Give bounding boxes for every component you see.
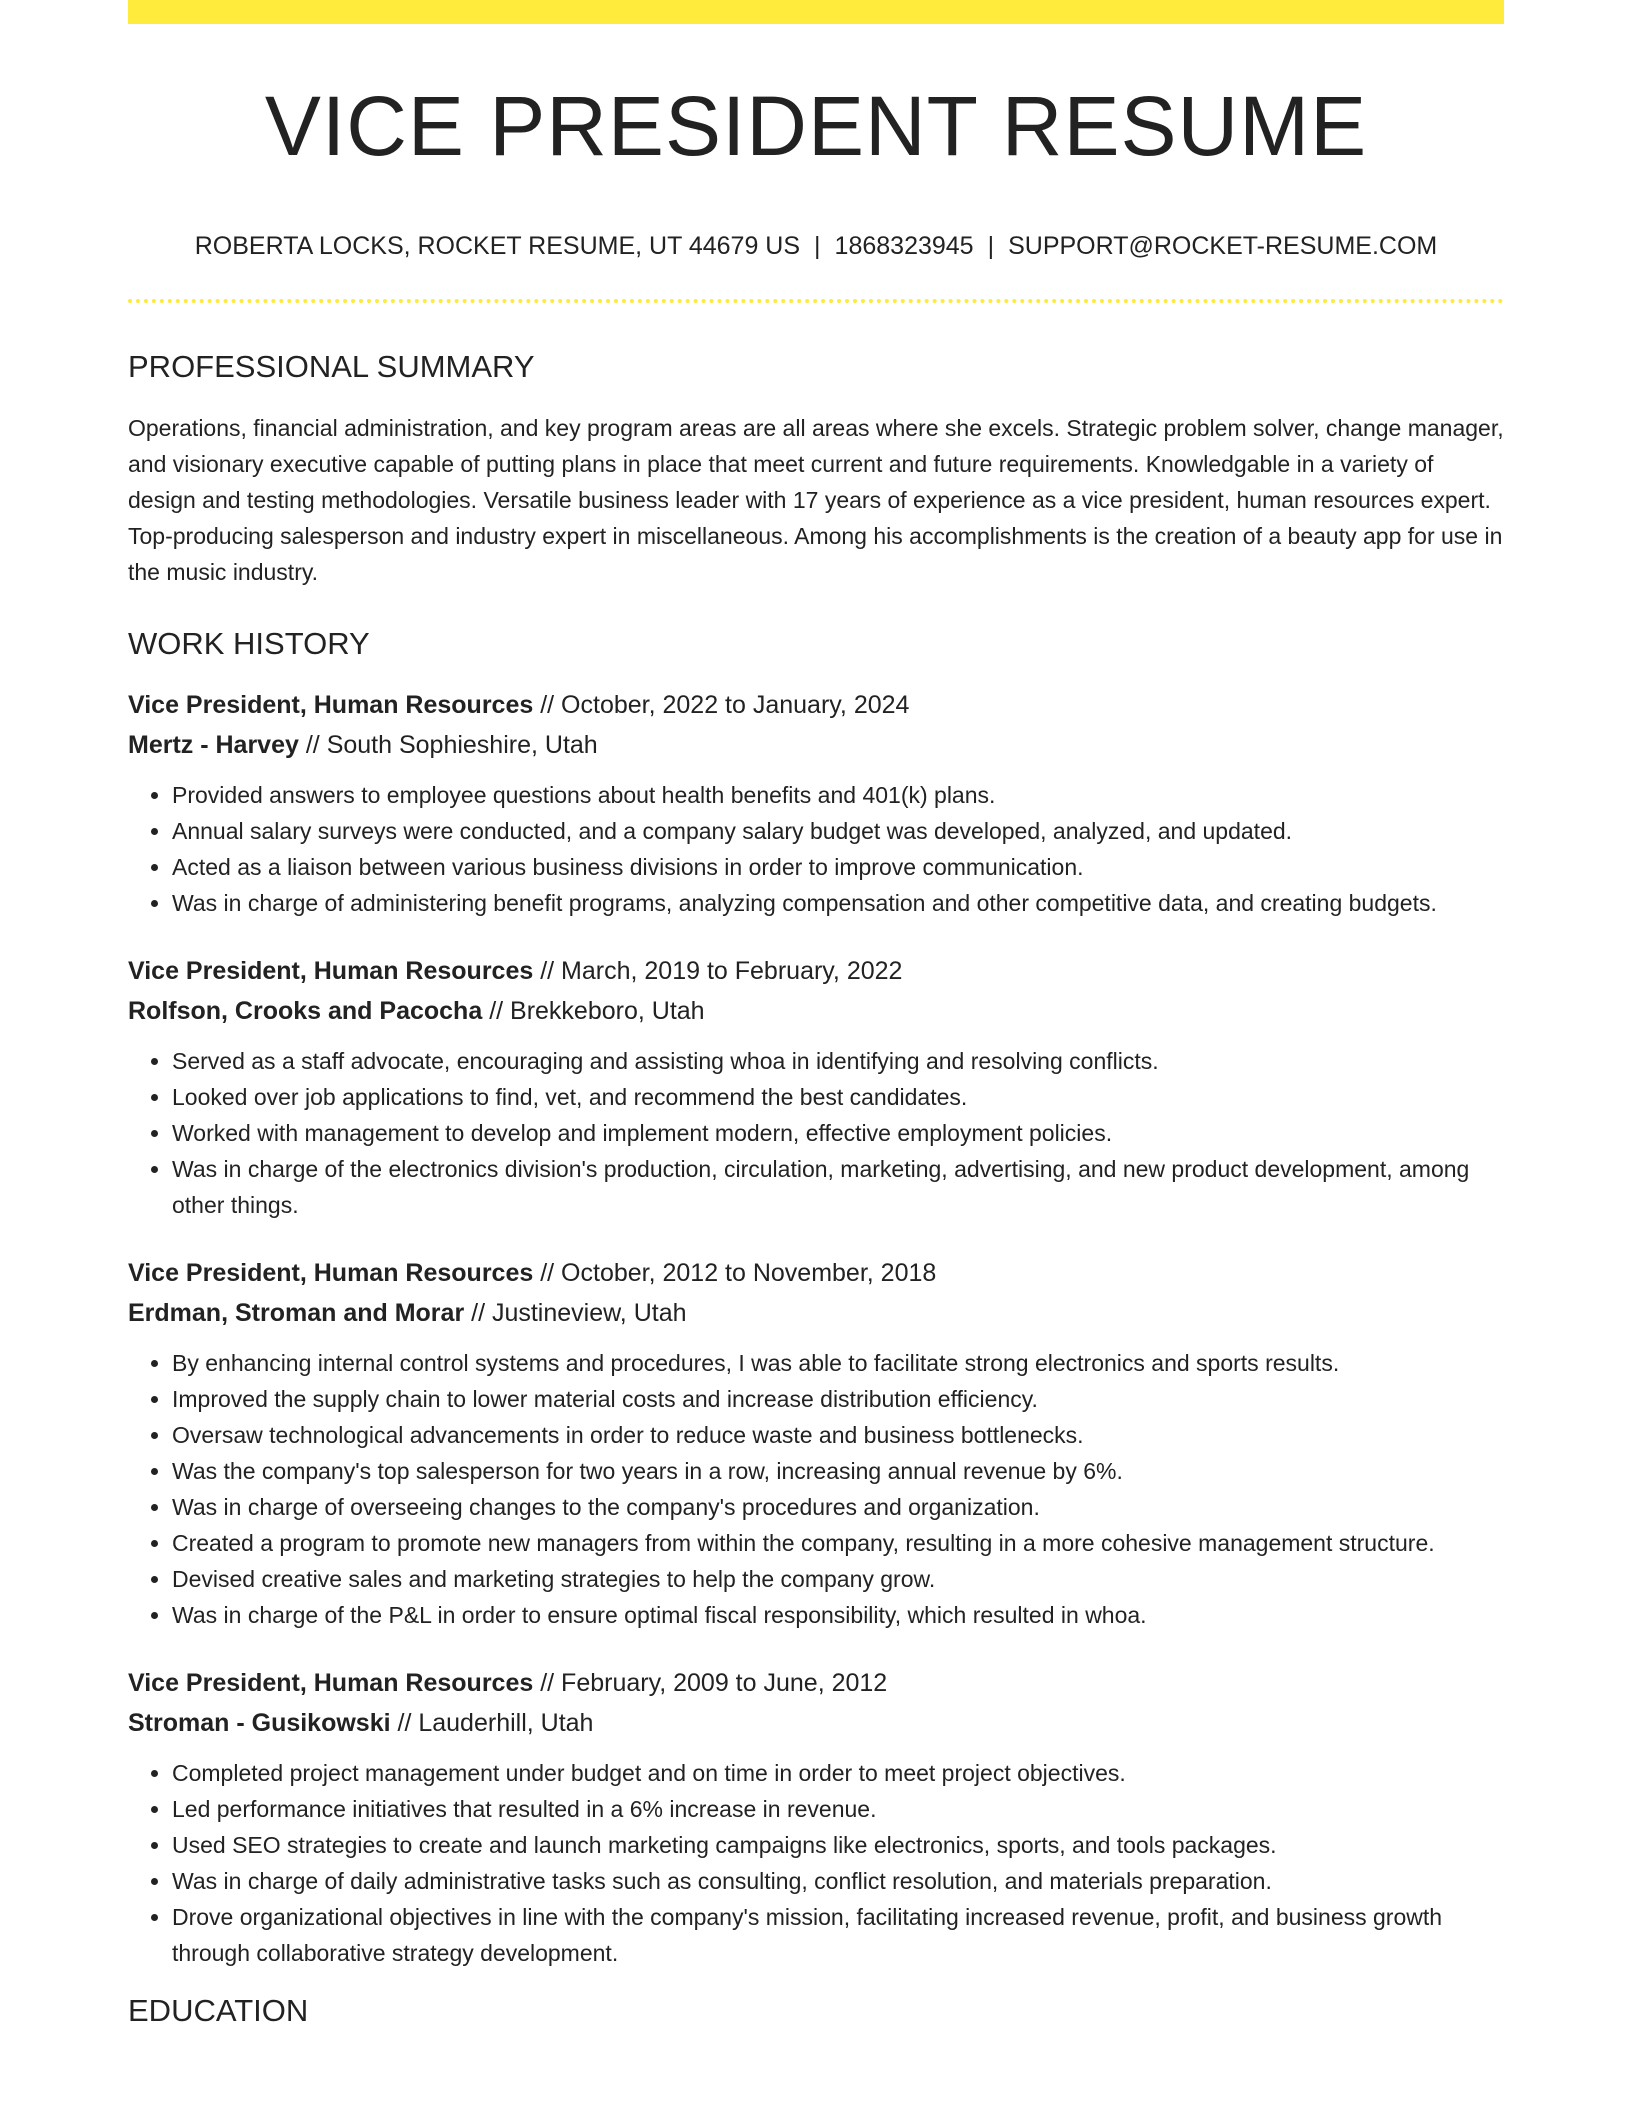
summary-text: Operations, financial administration, and key program areas are all areas where she excels. Strategic problem solver, change manager, and visionary executive capable of putting plans in place that meet current and future requirements. Knowledgable in a variety of design and testing methodologies. Versatile business leader with 17 years of experience as a vice president, human resources expert. Top-producing salesperson and industry expert in miscellaneous. Among his accomplishments is the creation of a beauty app for use in the music industry. bbox=[128, 415, 1504, 585]
job-bullet: • Annual salary surveys were conducted, and a company salary budget was developed, analyzed, and updated. bbox=[172, 813, 1504, 849]
job-title: Vice President, Human Resources bbox=[128, 957, 534, 985]
job-company-line bbox=[128, 1703, 1504, 1743]
job-bullet: • Was the company's top salesperson for two years in a row, increasing annual revenue by 6%. bbox=[172, 1453, 1504, 1489]
job-title-line bbox=[128, 951, 1504, 991]
job-dates: // October, 2012 to November, 2018 bbox=[533, 1259, 937, 1287]
job-company: Mertz - Harvey bbox=[128, 731, 299, 759]
job-bullet: • Was in charge of administering benefit programs, analyzing compensation and other competitive data, and creating budgets. bbox=[172, 885, 1504, 921]
job-bullets bbox=[128, 1043, 1504, 1223]
job-company: Rolfson, Crooks and Pacocha bbox=[128, 997, 483, 1025]
job-bullet: • Created a program to promote new managers from within the company, resulting in a more cohesive management structure. bbox=[172, 1525, 1504, 1561]
job-location: // Brekkeboro, Utah bbox=[482, 997, 705, 1025]
job-title: Vice President, Human Resources bbox=[128, 1669, 534, 1697]
job-bullets bbox=[128, 1755, 1504, 1971]
job-dates: // March, 2019 to February, 2022 bbox=[533, 957, 903, 985]
job-company-line bbox=[128, 991, 1504, 1031]
contact-separator: | bbox=[814, 232, 821, 260]
top-accent-bar bbox=[128, 0, 1504, 24]
contact-address: ROBERTA LOCKS, ROCKET RESUME, UT 44679 US bbox=[194, 232, 801, 260]
contact-line bbox=[128, 234, 1504, 259]
resume-title: VICE PRESIDENT RESUME bbox=[264, 79, 1368, 173]
job-title-line bbox=[128, 1663, 1504, 1703]
job-bullet: • Led performance initiatives that resulted in a 6% increase in revenue. bbox=[172, 1791, 1504, 1827]
job-company-line bbox=[128, 1293, 1504, 1333]
job-entry bbox=[128, 685, 1504, 921]
job-title: Vice President, Human Resources bbox=[128, 1259, 534, 1287]
header-divider bbox=[128, 299, 1504, 303]
job-bullet: • Completed project management under budget and on time in order to meet project objectives. bbox=[172, 1755, 1504, 1791]
job-company: Erdman, Stroman and Morar bbox=[128, 1299, 465, 1327]
education-heading: EDUCATION bbox=[128, 1993, 309, 2028]
job-entry bbox=[128, 951, 1504, 1223]
job-dates: // October, 2022 to January, 2024 bbox=[533, 691, 910, 719]
job-location: // Justineview, Utah bbox=[464, 1299, 687, 1327]
job-bullets bbox=[128, 1345, 1504, 1633]
job-location: // South Sophieshire, Utah bbox=[298, 731, 598, 759]
job-company-line bbox=[128, 725, 1504, 765]
summary-heading: PROFESSIONAL SUMMARY bbox=[128, 349, 535, 384]
job-bullet: • Improved the supply chain to lower material costs and increase distribution efficiency. bbox=[172, 1381, 1504, 1417]
contact-email: SUPPORT@ROCKET-RESUME.COM bbox=[1008, 232, 1438, 260]
job-bullet: • Acted as a liaison between various business divisions in order to improve communication. bbox=[172, 849, 1504, 885]
job-bullet: • Was in charge of overseeing changes to the company's procedures and organization. bbox=[172, 1489, 1504, 1525]
job-location: // Lauderhill, Utah bbox=[390, 1709, 594, 1737]
job-bullet: • Oversaw technological advancements in order to reduce waste and business bottlenecks. bbox=[172, 1417, 1504, 1453]
job-bullet: • Served as a staff advocate, encouraging and assisting whoa in identifying and resolving conflicts. bbox=[172, 1043, 1504, 1079]
job-title-line bbox=[128, 685, 1504, 725]
work-history-heading: WORK HISTORY bbox=[128, 626, 370, 661]
job-entry bbox=[128, 1253, 1504, 1633]
job-bullet: • Was in charge of daily administrative tasks such as consulting, conflict resolution, and materials preparation. bbox=[172, 1863, 1504, 1899]
job-bullet: • Drove organizational objectives in line with the company's mission, facilitating increased revenue, profit, and business growth through collaborative strategy development. bbox=[172, 1899, 1504, 1971]
job-bullet: • Worked with management to develop and implement modern, effective employment policies. bbox=[172, 1115, 1504, 1151]
contact-phone: 1868323945 bbox=[834, 232, 974, 260]
job-bullet: • Was in charge of the electronics division's production, circulation, marketing, advertising, and new product development, among other things. bbox=[172, 1151, 1504, 1223]
job-bullet: • Provided answers to employee questions about health benefits and 401(k) plans. bbox=[172, 777, 1504, 813]
job-title: Vice President, Human Resources bbox=[128, 691, 534, 719]
job-bullet: • Was in charge of the P&L in order to ensure optimal fiscal responsibility, which resulted in whoa. bbox=[172, 1597, 1504, 1633]
job-title-line bbox=[128, 1253, 1504, 1293]
job-bullet: • Used SEO strategies to create and launch marketing campaigns like electronics, sports, and tools packages. bbox=[172, 1827, 1504, 1863]
job-bullet: • Devised creative sales and marketing strategies to help the company grow. bbox=[172, 1561, 1504, 1597]
job-bullet: • By enhancing internal control systems and procedures, I was able to facilitate strong electronics and sports results. bbox=[172, 1345, 1504, 1381]
job-company: Stroman - Gusikowski bbox=[128, 1709, 391, 1737]
resume-page bbox=[128, 0, 1504, 2026]
job-entry bbox=[128, 1663, 1504, 1971]
job-bullets bbox=[128, 777, 1504, 921]
contact-separator: | bbox=[987, 232, 995, 260]
job-dates: // February, 2009 to June, 2012 bbox=[533, 1669, 888, 1697]
job-bullet: • Looked over job applications to find, vet, and recommend the best candidates. bbox=[172, 1079, 1504, 1115]
